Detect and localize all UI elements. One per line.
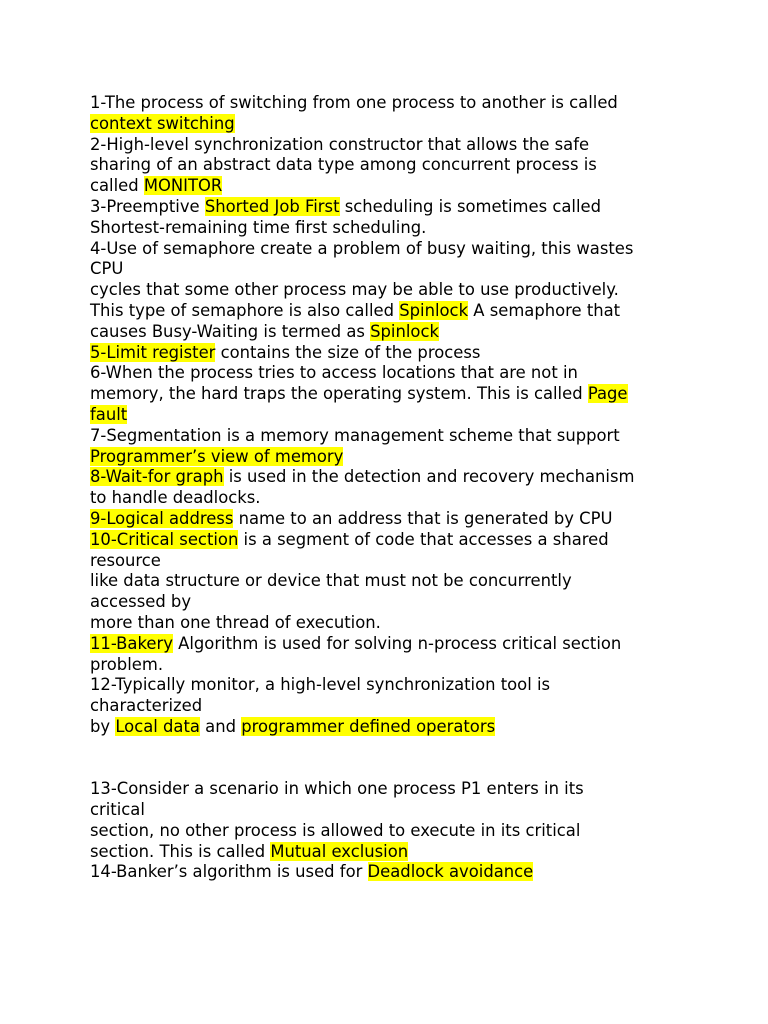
text-line [90, 655, 690, 676]
highlighted-answer: Programmer’s view of memory [90, 446, 344, 466]
highlighted-answer: 10-Critical section [90, 529, 239, 549]
document-body [90, 93, 690, 883]
text-segment: sharing of an abstract data type among concurrent process is [90, 155, 597, 175]
text-line [90, 363, 690, 384]
highlighted-answer: 5-Limit register [90, 342, 216, 362]
text-segment: is a segment of code that accesses a shared [238, 529, 609, 549]
text-line [90, 426, 690, 447]
text-segment: section, no other process is allowed to execute in its critical [90, 820, 581, 840]
highlighted-answer: 11-Bakery [90, 633, 173, 653]
text-line [90, 488, 690, 509]
text-line [90, 280, 690, 301]
text-segment: section. This is called [90, 841, 271, 861]
text-segment: This type of semaphore is also called [90, 300, 400, 320]
text-line [90, 592, 690, 613]
text-segment: 2-High-level synchronization constructor that allows the safe [90, 134, 590, 154]
text-line [90, 176, 690, 197]
text-line [90, 467, 690, 488]
text-segment: resource [90, 550, 161, 570]
text-line [90, 155, 690, 176]
text-line [90, 613, 690, 634]
text-segment: like data structure or device that must not be concurrently [90, 571, 572, 591]
text-segment: problem. [90, 654, 164, 674]
text-segment: 14-Banker’s algorithm is used for [90, 862, 368, 882]
text-segment: accessed by [90, 592, 192, 612]
highlighted-answer: Local data [115, 716, 200, 736]
highlighted-answer: Page [587, 384, 628, 404]
text-line [90, 239, 690, 260]
text-segment: memory, the hard traps the operating system. This is called [90, 384, 588, 404]
text-line [90, 821, 690, 842]
text-segment: name to an address that is generated by CPU [233, 508, 613, 528]
text-line [90, 405, 690, 426]
text-segment: Algorithm is used for solving n-process critical section [172, 633, 622, 653]
text-segment: 12-Typically monitor, a high-level synchronization tool is [90, 675, 551, 695]
text-line [90, 384, 690, 405]
text-segment: scheduling is sometimes called [339, 196, 601, 216]
highlighted-answer: Shorted Job First [204, 196, 340, 216]
text-segment: 7-Segmentation is a memory management scheme that support [90, 425, 620, 445]
text-segment: 4-Use of semaphore create a problem of busy waiting, this wastes [90, 238, 634, 258]
text-segment: by [90, 716, 116, 736]
text-segment: critical [90, 800, 145, 820]
text-line [90, 862, 690, 883]
text-line [90, 301, 690, 322]
text-line [90, 800, 690, 821]
text-segment: A semaphore that [468, 300, 621, 320]
text-segment: contains the size of the process [215, 342, 481, 362]
text-segment: causes Busy-Waiting is termed as [90, 321, 371, 341]
highlighted-answer: Spinlock [370, 321, 439, 341]
text-segment: Shortest-remaining time first scheduling. [90, 217, 427, 237]
highlighted-answer: Spinlock [399, 300, 469, 320]
text-segment: 3-Preemptive [90, 196, 205, 216]
highlighted-answer: 8-Wait-for graph [90, 467, 224, 487]
text-line [90, 197, 690, 218]
text-segment: and [199, 716, 242, 736]
text-segment: characterized [90, 696, 203, 716]
text-segment: 13-Consider a scenario in which one process P1 enters in its [90, 779, 584, 799]
text-line [90, 717, 690, 738]
highlighted-answer: programmer defined operators [241, 716, 496, 736]
text-line [90, 93, 690, 114]
text-line [90, 842, 690, 863]
text-segment: is used in the detection and recovery mechanism [223, 467, 635, 487]
text-line [90, 509, 690, 530]
text-segment: to handle deadlocks. [90, 488, 261, 508]
text-segment: called [90, 176, 144, 196]
blank-line [90, 759, 690, 780]
text-line [90, 322, 690, 343]
highlighted-answer: fault [90, 404, 128, 424]
text-line [90, 571, 690, 592]
text-line [90, 696, 690, 717]
highlighted-answer: Mutual exclusion [270, 841, 409, 861]
text-line [90, 779, 690, 800]
text-line [90, 551, 690, 572]
text-segment: cycles that some other process may be able to use productively. [90, 280, 619, 300]
text-line [90, 634, 690, 655]
text-line [90, 343, 690, 364]
text-line [90, 259, 690, 280]
text-segment: 1-The process of switching from one process to another is called [90, 93, 618, 112]
text-line [90, 135, 690, 156]
text-segment: CPU [90, 259, 124, 279]
blank-line [90, 738, 690, 759]
text-segment: more than one thread of execution. [90, 612, 381, 632]
text-line [90, 675, 690, 696]
text-line [90, 447, 690, 468]
highlighted-answer: context switching [90, 113, 235, 133]
highlighted-answer: MONITOR [143, 176, 223, 196]
text-segment: 6-When the process tries to access locations that are not in [90, 363, 578, 383]
text-line [90, 218, 690, 239]
highlighted-answer: Deadlock avoidance [367, 862, 534, 882]
highlighted-answer: 9-Logical address [90, 508, 234, 528]
text-line [90, 530, 690, 551]
text-line [90, 114, 690, 135]
